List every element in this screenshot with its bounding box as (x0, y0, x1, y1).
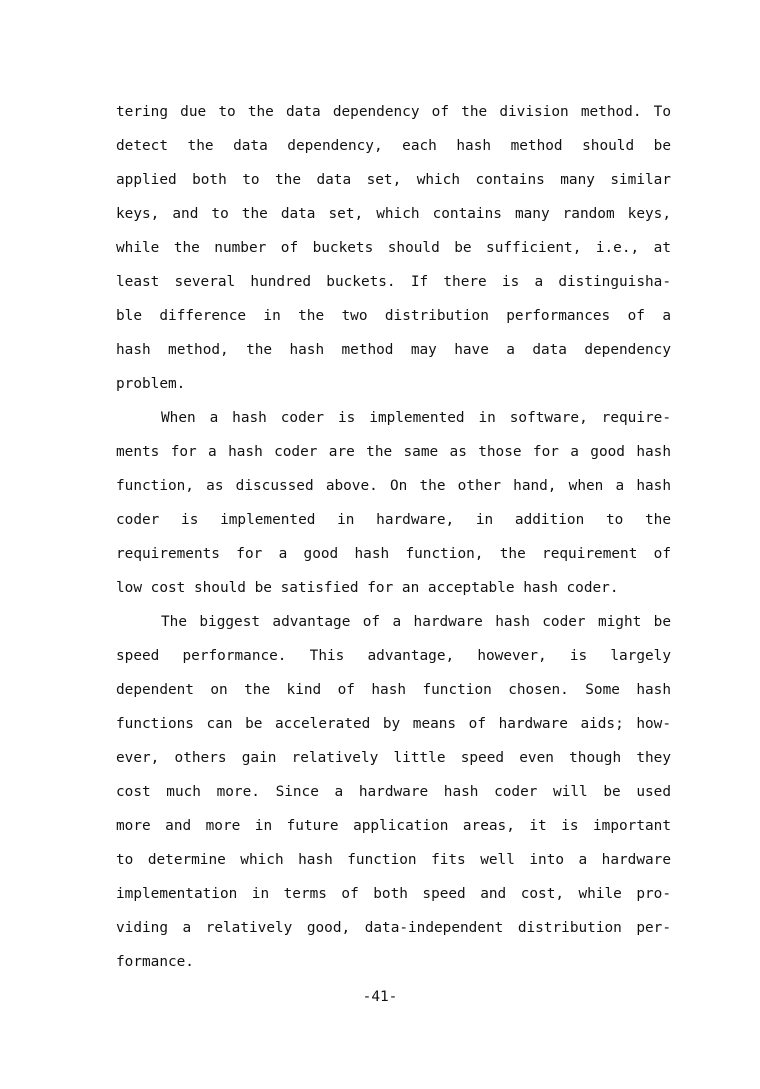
body-text-line: function, as discussed above. On the other hand, when a hash (116, 478, 671, 494)
body-text-line: cost much more. Since a hardware hash coder will be used (116, 784, 671, 800)
body-text-line: more and more in future application areas, it is important (116, 818, 671, 834)
body-text-line: applied both to the data set, which contains many similar (116, 172, 671, 188)
page-number: -41- (362, 989, 398, 1005)
body-text-line: coder is implemented in hardware, in addition to the (116, 512, 671, 528)
body-text-line: dependent on the kind of hash function chosen. Some hash (116, 682, 671, 698)
body-text-line: ble difference in the two distribution performances of a (116, 308, 671, 324)
body-text-line: requirements for a good hash function, the requirement of (116, 546, 671, 562)
body-text-line: The biggest advantage of a hardware hash coder might be (161, 614, 671, 630)
body-text-line: When a hash coder is implemented in software, require- (161, 410, 671, 426)
body-text-line: viding a relatively good, data-independent distribution per- (116, 920, 671, 936)
body-text-line: formance. (116, 954, 194, 970)
body-text-line: keys, and to the data set, which contains many random keys, (116, 206, 671, 222)
body-text-line: tering due to the data dependency of the division method. To (116, 104, 671, 120)
body-text-line: while the number of buckets should be sufficient, i.e., at (116, 240, 671, 256)
body-text-line: problem. (116, 376, 186, 392)
body-text-line: ever, others gain relatively little speed even though they (116, 750, 671, 766)
body-text-line: least several hundred buckets. If there is a distinguisha- (116, 274, 671, 290)
body-text-line: detect the data dependency, each hash method should be (116, 138, 671, 154)
body-text-line: functions can be accelerated by means of hardware aids; how- (116, 716, 671, 732)
body-text-line: low cost should be satisfied for an acceptable hash coder. (116, 580, 619, 596)
body-text-line: speed performance. This advantage, however, is largely (116, 648, 671, 664)
body-text-line: to determine which hash function fits well into a hardware (116, 852, 671, 868)
body-text-line: implementation in terms of both speed and cost, while pro- (116, 886, 671, 902)
body-text-line: ments for a hash coder are the same as those for a good hash (116, 444, 671, 460)
body-text-line: hash method, the hash method may have a data dependency (116, 342, 671, 358)
